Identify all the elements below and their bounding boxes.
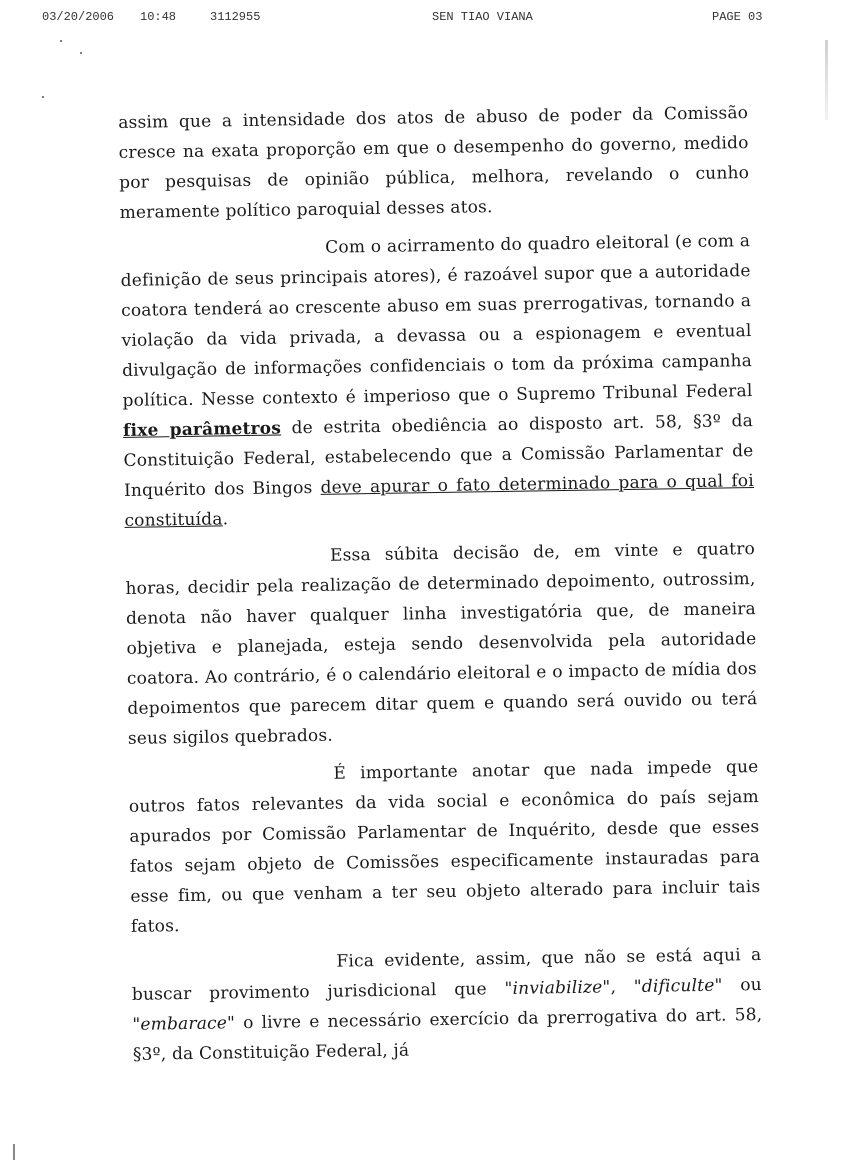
paragraph bbox=[128, 752, 761, 942]
fax-date: 03/20/2006 bbox=[42, 10, 115, 24]
margin-tick bbox=[13, 1144, 15, 1160]
text-run: Com o acirramento do quadro eleitoral (e com a definição de seus principais atores), é razoável supor que a autoridade coatora tenderá ao crescente abuso em suas prerrogativas, tornando a violação da vida privada, a devassa ou a espionagem e eventual divulgação de informações confidenciais o tom da próxima campanha política. Nesse contexto é imperioso que o Supremo Tribunal Federal bbox=[120, 231, 753, 411]
fax-sender: SEN TIAO VIANA bbox=[432, 10, 533, 24]
text-run: assim que a intensidade dos atos de abuso de poder da Comissão cresce na exata proporção em que o desempenho do governo, medido por pesquisas de opinião pública, melhora, revelando o cunho meramente político paroquial desses atos. bbox=[118, 103, 750, 223]
emphasized-phrase: fixe parâmetros bbox=[122, 418, 282, 441]
fax-number: 3112955 bbox=[210, 10, 261, 24]
text-run: É importante anotar que nada impede que outros fatos relevantes da vida social e econômica do país sejam apurados por Comissão Parlamentar de Inquérito, desde que esses fatos sejam objeto de Comissões especificamente instauradas para esse fim, ou que venham a ter seu objeto alterado para incluir tais fatos. bbox=[128, 757, 761, 937]
paragraph bbox=[131, 940, 763, 1070]
quoted-term: "dificulte" bbox=[633, 975, 723, 998]
fax-header bbox=[0, 10, 850, 30]
text-run: Essa súbita decisão de, em vinte e quatro horas, decidir pela realização de determinado depoimento, outrossim, denota não haver qualquer linha investigatória que, de maneira objetiva e planejada, esteja sendo desenvolvida pela autoridade coatora. Ao contrário, é o calendário eleitoral e o impacto de mídia dos depoimentos que parecem ditar quem e quando será ouvido ou terá seus sigilos quebrados. bbox=[125, 539, 758, 749]
underlined-phrase: deve apurar o fato determinado para o qual foi constituída bbox=[124, 471, 755, 531]
text-run: . bbox=[222, 509, 229, 530]
text-run: Fica evidente, assim, que não se está aqui a buscar provimento jurisdicional que bbox=[131, 944, 762, 1005]
quoted-term: "embarace" bbox=[132, 1013, 236, 1035]
quoted-term: "inviabilize" bbox=[504, 977, 611, 1000]
text-run: o livre e necessário exercício da prerrogativa do art. 58, §3º, da Constituição Federal, já bbox=[132, 1004, 763, 1065]
scan-edge-mark bbox=[825, 40, 828, 120]
document-body bbox=[118, 98, 763, 1070]
text-run: , bbox=[610, 977, 634, 998]
paragraph bbox=[125, 534, 758, 754]
text-run: de estrita obediência ao disposto art. 58, §3º da Constituição Federal, estabelecendo que a Comissão Parlamentar de Inquérito dos Bingos bbox=[123, 411, 754, 501]
text-run: ou bbox=[722, 974, 762, 996]
fax-time: 10:48 bbox=[140, 10, 177, 24]
paragraph bbox=[118, 98, 750, 228]
fax-page-number: PAGE 03 bbox=[712, 10, 763, 24]
paragraph bbox=[120, 226, 755, 536]
